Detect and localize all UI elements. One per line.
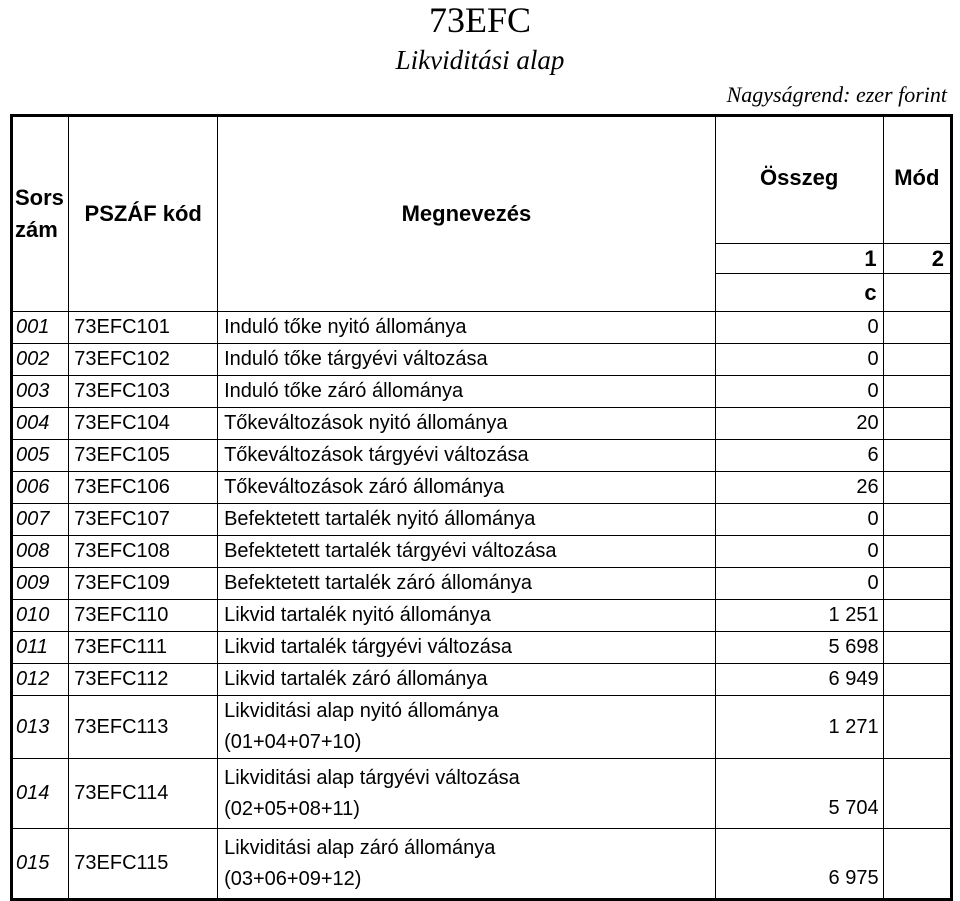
column-letter-osszeg: c: [715, 274, 883, 312]
row-kod: 73EFC103: [69, 376, 218, 408]
row-sorszam: 001: [12, 312, 69, 344]
row-osszeg: 0: [715, 504, 883, 536]
row-sorszam: 003: [12, 376, 69, 408]
row-megnevezes: Likvid tartalék tárgyévi változása: [218, 632, 716, 664]
row-mod: [883, 600, 951, 632]
row-osszeg: 26: [715, 472, 883, 504]
data-table: [10, 114, 953, 901]
row-mod: [883, 664, 951, 696]
row-sorszam: 007: [12, 504, 69, 536]
row-kod: 73EFC108: [69, 536, 218, 568]
row-osszeg: 0: [715, 536, 883, 568]
row-osszeg: 5 698: [715, 632, 883, 664]
row-megnevezes-line1: Likviditási alap nyitó állománya: [224, 700, 499, 722]
table-row: [12, 440, 952, 472]
row-mod: [883, 696, 951, 759]
row-sorszam: 002: [12, 344, 69, 376]
column-header-megnevezes: Megnevezés: [218, 116, 716, 312]
row-megnevezes: Likvid tartalék záró állománya: [218, 664, 716, 696]
row-sorszam: 015: [12, 829, 69, 900]
row-sorszam: 004: [12, 408, 69, 440]
table-row: [12, 829, 952, 900]
row-osszeg: 6 975: [715, 829, 883, 900]
table-row: [12, 408, 952, 440]
row-megnevezes: Befektetett tartalék nyitó állománya: [218, 504, 716, 536]
row-megnevezes: Befektetett tartalék záró állománya: [218, 568, 716, 600]
row-osszeg: 20: [715, 408, 883, 440]
row-megnevezes: Induló tőke nyitó állománya: [218, 312, 716, 344]
table-row: [12, 312, 952, 344]
row-megnevezes: [218, 829, 716, 900]
table-row: [12, 759, 952, 829]
row-osszeg: 1 251: [715, 600, 883, 632]
table-row: [12, 472, 952, 504]
row-kod: 73EFC107: [69, 504, 218, 536]
row-mod: [883, 568, 951, 600]
table-row: [12, 664, 952, 696]
report-subtitle: Likviditási alap: [395, 45, 565, 75]
column-number-mod: 2: [883, 244, 951, 274]
table-row: [12, 376, 952, 408]
row-kod: 73EFC115: [69, 829, 218, 900]
row-megnevezes: Induló tőke tárgyévi változása: [218, 344, 716, 376]
row-osszeg: 0: [715, 344, 883, 376]
row-megnevezes: Tőkeváltozások tárgyévi változása: [218, 440, 716, 472]
row-sorszam: 013: [12, 696, 69, 759]
row-sorszam: 010: [12, 600, 69, 632]
row-mod: [883, 472, 951, 504]
row-kod: 73EFC101: [69, 312, 218, 344]
row-kod: 73EFC102: [69, 344, 218, 376]
row-kod: 73EFC105: [69, 440, 218, 472]
row-sorszam: 008: [12, 536, 69, 568]
row-megnevezes-line2: (03+06+09+12): [224, 867, 362, 890]
row-mod: [883, 632, 951, 664]
row-sorszam: 011: [12, 632, 69, 664]
row-mod: [883, 440, 951, 472]
row-mod: [883, 759, 951, 829]
row-mod: [883, 344, 951, 376]
row-megnevezes: Tőkeváltozások nyitó állománya: [218, 408, 716, 440]
row-osszeg: 1 271: [715, 696, 883, 759]
table-row: [12, 344, 952, 376]
row-megnevezes: Befektetett tartalék tárgyévi változása: [218, 536, 716, 568]
row-kod: 73EFC114: [69, 759, 218, 829]
row-mod: [883, 536, 951, 568]
column-header-kod: PSZÁF kód: [69, 116, 218, 312]
row-sorszam: 009: [12, 568, 69, 600]
table-row: [12, 632, 952, 664]
row-osszeg: 0: [715, 568, 883, 600]
row-kod: 73EFC104: [69, 408, 218, 440]
row-megnevezes: [218, 759, 716, 829]
table-row: [12, 568, 952, 600]
row-sorszam: 012: [12, 664, 69, 696]
row-kod: 73EFC106: [69, 472, 218, 504]
row-sorszam: 006: [12, 472, 69, 504]
unit-label: Nagyságrend: ezer forint: [726, 82, 947, 107]
row-osszeg: 5 704: [715, 759, 883, 829]
row-mod: [883, 829, 951, 900]
row-megnevezes-line1: Likviditási alap tárgyévi változása: [224, 766, 520, 789]
column-header-mod: Mód: [883, 116, 951, 244]
row-megnevezes-line2: (01+04+07+10): [224, 731, 362, 753]
row-osszeg: 6: [715, 440, 883, 472]
row-megnevezes: Tőkeváltozások záró állománya: [218, 472, 716, 504]
row-kod: 73EFC111: [69, 632, 218, 664]
row-megnevezes: [218, 696, 716, 759]
row-megnevezes-line2: (02+05+08+11): [224, 797, 360, 820]
row-mod: [883, 408, 951, 440]
table-row: [12, 504, 952, 536]
row-sorszam: 005: [12, 440, 69, 472]
row-kod: 73EFC112: [69, 664, 218, 696]
row-osszeg: 0: [715, 312, 883, 344]
row-megnevezes: Likvid tartalék nyitó állománya: [218, 600, 716, 632]
column-header-sorszam: Sors zám: [12, 116, 69, 312]
row-osszeg: 0: [715, 376, 883, 408]
row-mod: [883, 376, 951, 408]
row-kod: 73EFC110: [69, 600, 218, 632]
row-megnevezes-line1: Likviditási alap záró állománya: [224, 836, 496, 859]
column-header-osszeg: Összeg: [715, 116, 883, 244]
row-kod: 73EFC109: [69, 568, 218, 600]
row-mod: [883, 312, 951, 344]
table-row: [12, 536, 952, 568]
row-sorszam: 014: [12, 759, 69, 829]
row-megnevezes: Induló tőke záró állománya: [218, 376, 716, 408]
column-number-osszeg: 1: [715, 244, 883, 274]
row-mod: [883, 504, 951, 536]
table-row: [12, 600, 952, 632]
row-osszeg: 6 949: [715, 664, 883, 696]
report-code-title: 73EFC: [428, 0, 532, 40]
column-letter-mod: [883, 274, 951, 312]
table-row: [12, 696, 952, 759]
row-kod: 73EFC113: [69, 696, 218, 759]
